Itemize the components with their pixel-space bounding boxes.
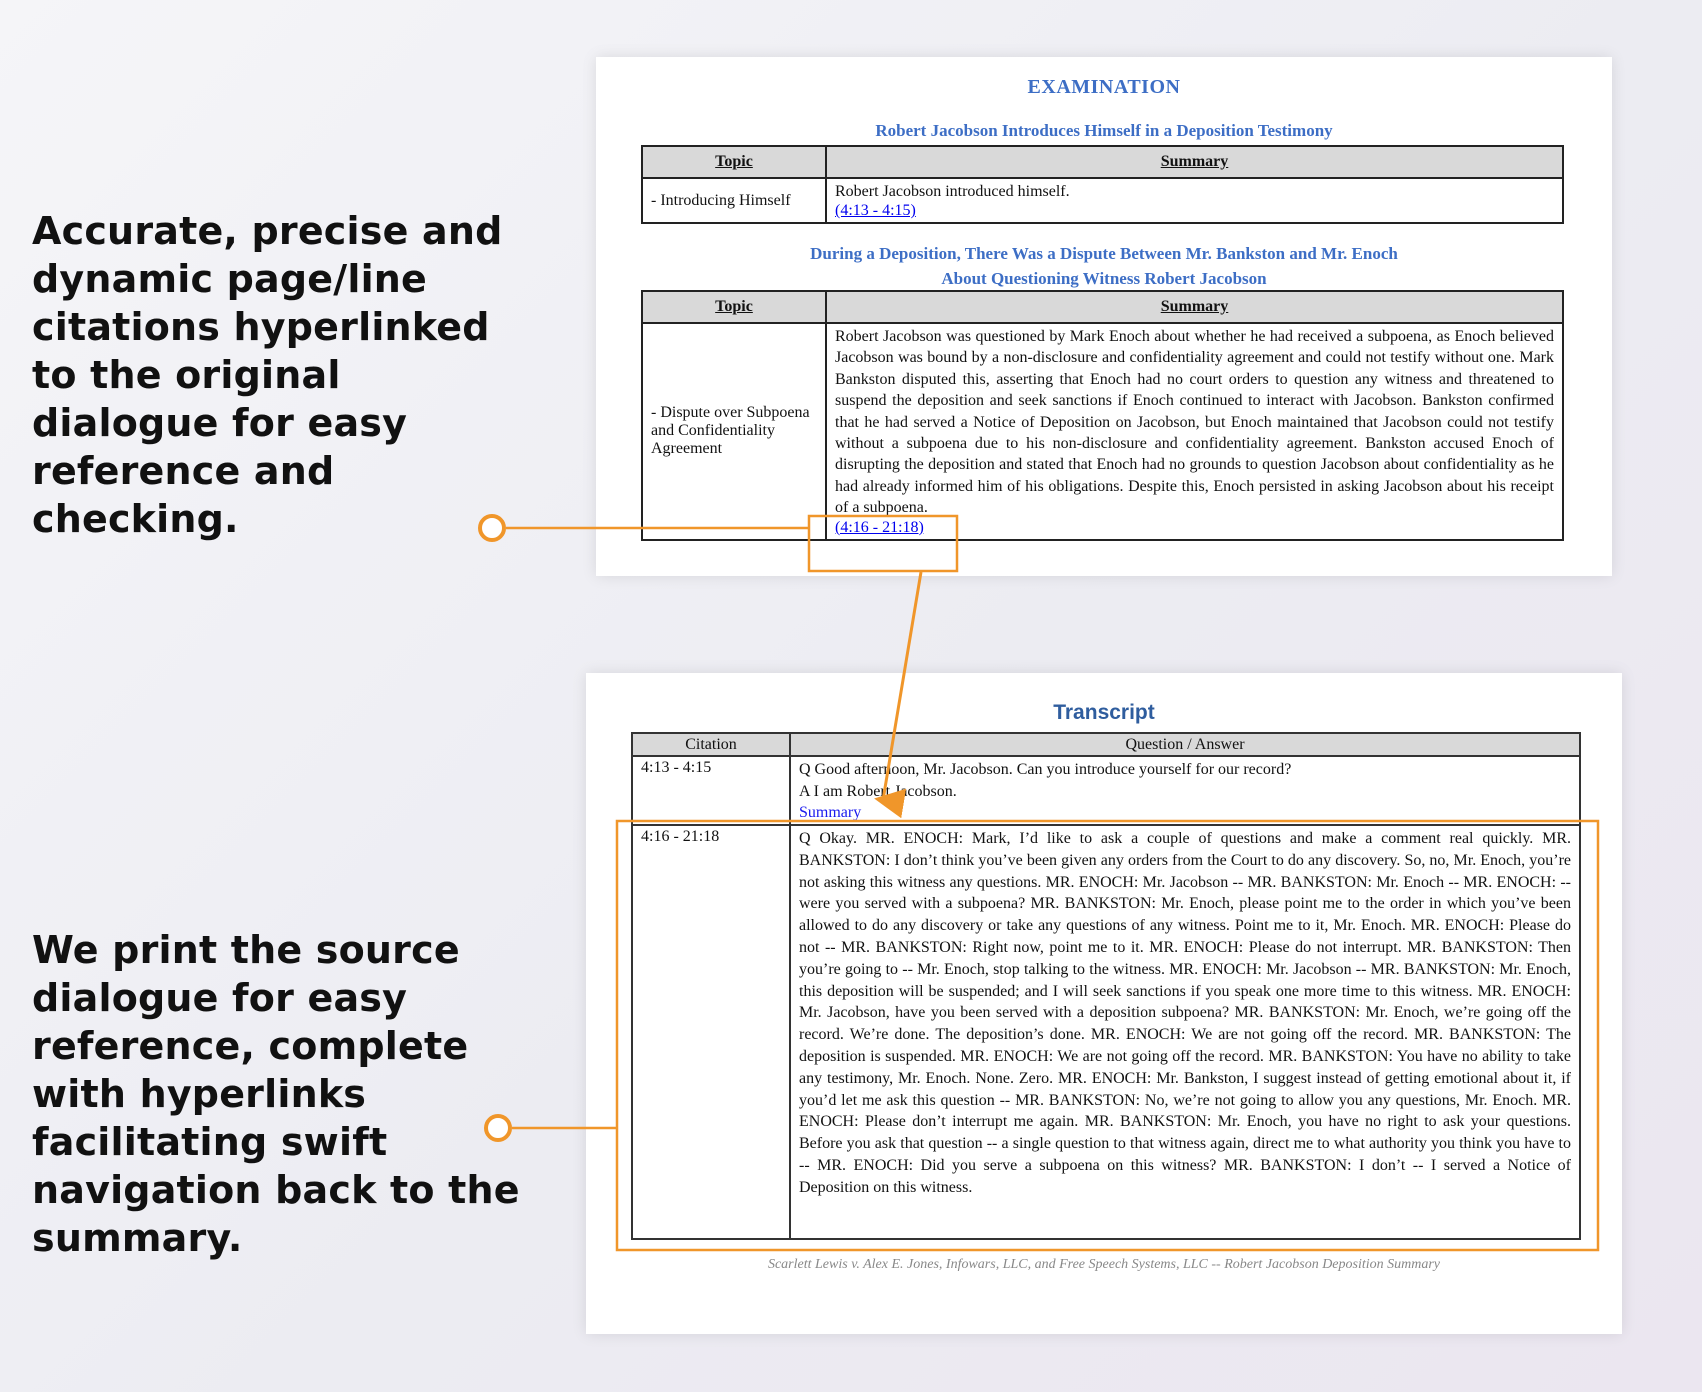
header-citation: Citation	[632, 733, 790, 756]
header-topic: Topic	[642, 291, 826, 323]
citation-cell: 4:13 - 4:15	[632, 756, 790, 825]
dialogue-text: Q Okay. MR. ENOCH: Mark, I’d like to ask a couple of questions and make a comment real quickly. MR. BANKSTON: I don’t think you’ve been given any orders from the Court to do any discovery. So, no, Mr. Enoch, you’re not asking this witness any questions. MR. ENOCH: Mr. Jacobson -- MR. BANKSTON: Mr. Enoch -- MR. ENOCH: -- were you served with a subpoena? MR. BANKSTON: Mr. Enoch, please point me to the order in which you’ve been allowed to do any discovery or take any questions of any witness. Point me to it, Mr. Enoch. MR. ENOCH: Please do not -- MR. BANKSTON: Right now, point me to it. MR. ENOCH: Please do not interrupt. MR. BANKSTON: Then you’re going to -- Mr. Enoch, stop talking to the witness. MR. ENOCH: Mr. Jacobson -- MR. BANKSTON: Mr. Enoch, this deposition will be suspended; and I will seek sanctions if you speak one more time to this witness. MR. ENOCH: Mr. Jacobson, have you been served with a deposition subpoena? MR. BANKSTON: Mr. Enoch, we’re going off the record. We’re done. The deposition’s done. MR. ENOCH: We are not going off the record. MR. BANKSTON: The deposition is suspended. MR. ENOCH: We are not going off the record. MR. BANKSTON: You have no ability to take any testimony, Mr. Enoch. None. Zero. MR. ENOCH: Mr. Bankston, I suggest instead of getting emotional about it, if you’d let me ask this question -- MR. BANKSTON: No, we’re not going to allow you any questions, Mr. Enoch. MR. ENOCH: Please don’t interrupt me again. MR. BANKSTON: Mr. Enoch, you have no right to ask your questions. Before you ask that question -- a single question to that witness again, direct me to what authority you think you have to -- MR. ENOCH: Did you serve a subpoena on this witness? MR. BANKSTON: I don’t -- I served a Notice of Deposition on this witness.	[799, 830, 1571, 1196]
section-title-1: Robert Jacobson Introduces Himself in a Deposition Testimony	[875, 121, 1333, 140]
section-title-2: During a Deposition, There Was a Dispute Between Mr. Bankston and Mr. Enoch About Questioning Witness Robert Jacobson	[810, 244, 1398, 288]
transcript-heading: Transcript	[1053, 701, 1155, 724]
header-question-answer: Question / Answer	[790, 733, 1580, 756]
citation-link-4-16[interactable]: (4:16 - 21:18)	[835, 518, 924, 536]
citation-link-4-13[interactable]: (4:13 - 4:15)	[835, 202, 916, 220]
answer-line: A I am Robert Jacobson.	[799, 783, 957, 800]
examination-heading: EXAMINATION	[1027, 76, 1181, 98]
summary-text: Robert Jacobson introduced himself.	[835, 183, 1070, 200]
citation-cell: 4:16 - 21:18	[632, 825, 790, 1239]
callout-source-dialogue: We print the source dialogue for easy reference, complete with hyperlinks facilitating swift navigation back to the summary.	[32, 928, 520, 1260]
document-footer: Scarlett Lewis v. Alex E. Jones, Infowars, LLC, and Free Speech Systems, LLC -- Robert Jacobson Deposition Summary	[767, 1257, 1441, 1272]
topic-cell: - Dispute over Subpoena and Confidentiality Agreement	[642, 323, 826, 540]
header-topic: Topic	[642, 146, 826, 178]
arrow-to-transcript	[883, 572, 921, 800]
summary-text: Robert Jacobson was questioned by Mark Enoch about whether he had received a subpoena, as Enoch believed Jacobson was bound by a non-disclosure and confidentiality agreement and could not testify without one. Mark Bankston disputed this, asserting that Enoch had no court orders to question any witness and threatened to suspend the deposition and seek sanctions if Enoch continued to interact with Jacobson. Bankston confirmed that he had served a Notice of Deposition on Jacobson, but Enoch maintained that Jacobson could not testify without a subpoena due to his non-disclosure and confidentiality agreement. Bankston accused Enoch of disrupting the deposition and stated that Enoch had no grounds to question Jacobson about confidentiality as he had already informed him of his obligations. Despite this, Enoch persisted in asking Jacobson about his receipt of a subpoena.	[835, 328, 1554, 517]
summary-link[interactable]: Summary	[799, 804, 862, 821]
topic-cell: - Introducing Himself	[642, 178, 826, 223]
connector-dot-top	[480, 516, 504, 540]
citation-highlight-box	[809, 516, 957, 571]
header-summary: Summary	[826, 291, 1563, 323]
callout-citations: Accurate, precise and dynamic page/line citations hyperlinked to the original dialogue for easy reference and checking.	[32, 209, 503, 541]
transcript-highlight-box	[617, 821, 1598, 1250]
connector-dot-bottom	[486, 1116, 510, 1140]
header-summary: Summary	[826, 146, 1563, 178]
question-line: Q Good afternoon, Mr. Jacobson. Can you introduce yourself for our record?	[799, 761, 1292, 778]
